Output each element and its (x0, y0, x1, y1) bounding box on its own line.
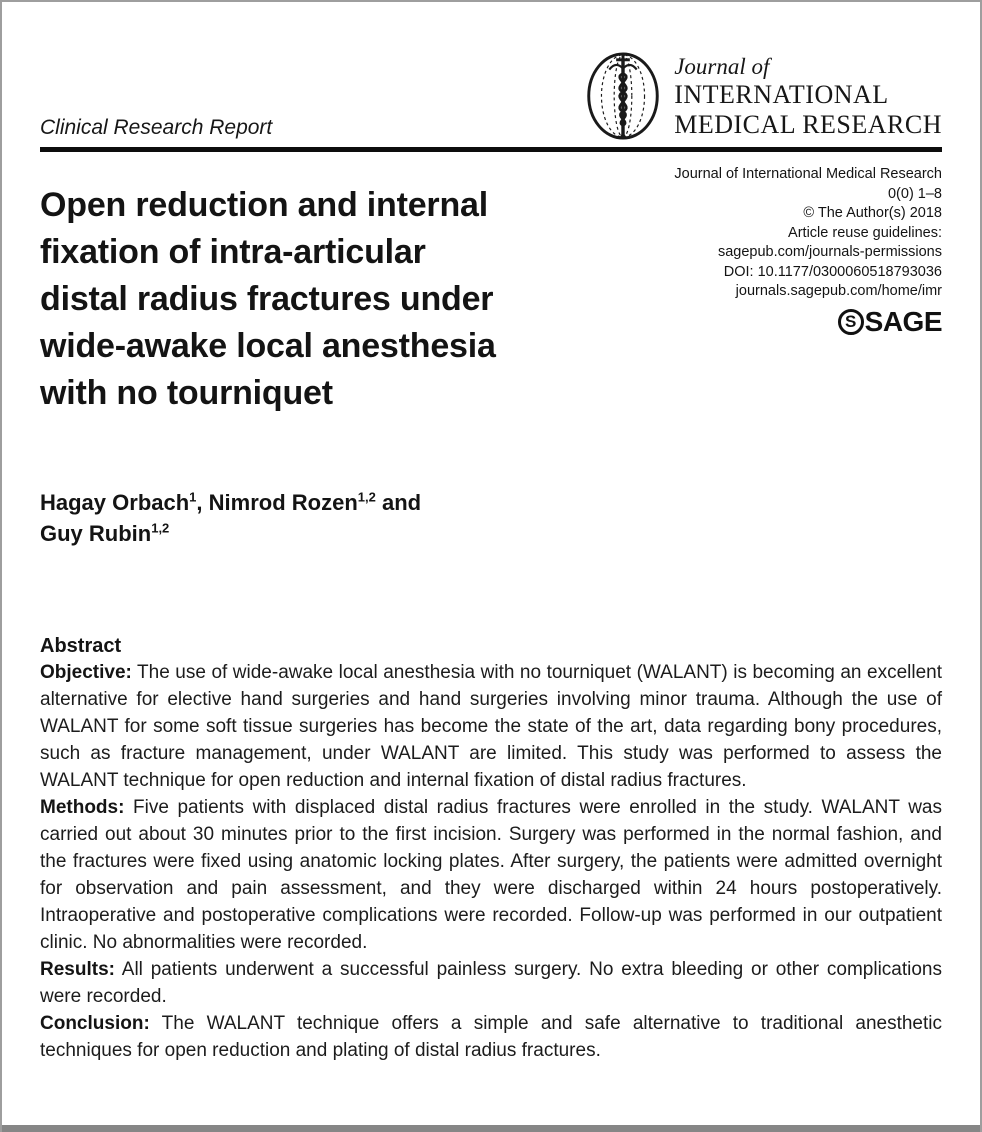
article-title (40, 182, 660, 417)
journal-name-line3: MEDICAL RESEARCH (674, 109, 942, 139)
author-list (40, 487, 942, 549)
journal-name-line1: Journal of (674, 53, 770, 79)
author-affiliation-superscript: 1,2 (151, 520, 170, 536)
author-name: Hagay Orbach (40, 490, 190, 515)
header-divider-rule (40, 147, 942, 152)
sage-logo (582, 305, 942, 337)
journal-name (674, 53, 942, 140)
title-line: fixation of intra-articular (40, 233, 426, 271)
author-separator: , (196, 490, 209, 515)
author-name: Guy Rubin (40, 521, 152, 546)
abstract-label: Conclusion: (40, 1013, 150, 1034)
title-line: with no tourniquet (40, 374, 333, 412)
meta-journal-line: Journal of International Medical Research (674, 166, 942, 182)
abstract-label: Objective: (40, 662, 132, 683)
meta-permissions-url: sagepub.com/journals-permissions (717, 244, 942, 260)
abstract-paragraph-results (40, 956, 942, 1010)
meta-journal-url: journals.sagepub.com/home/imr (735, 283, 942, 299)
sage-wordmark: SAGE (864, 305, 942, 337)
abstract-heading: Abstract (40, 635, 122, 657)
meta-reuse-guidelines: Article reuse guidelines: (788, 224, 942, 241)
abstract-text: The WALANT technique offers a simple and safe alternative to traditional anesthetic techniques for open reduction and plating of distal radius fractures. (40, 1013, 942, 1061)
abstract-paragraph-conclusion (40, 1010, 942, 1064)
abstract-text: The use of wide-awake local anesthesia with no tourniquet (WALANT) is becoming an excellent alternative for elective hand surgeries and hand surgeries involving minor trauma. Although the use of WALANT for some soft tissue surgeries has become the state of the art, data regarding bony procedures, such as fracture management, under WALANT are limited. This study was performed to assess the WALANT technique for open reduction and internal fixation of distal radius fractures. (40, 662, 942, 791)
article-type-kicker: Clinical Research Report (40, 116, 273, 139)
title-line: wide-awake local anesthesia (40, 327, 496, 365)
page-header (40, 50, 942, 142)
journal-logo (582, 50, 942, 142)
abstract-paragraph-methods (40, 794, 942, 956)
sage-circle-s-icon: S (838, 309, 864, 335)
meta-volume-pages: 0(0) 1–8 (887, 185, 942, 202)
meta-doi: DOI: 10.1177/0300060518793036 (723, 263, 942, 280)
title-line: Open reduction and internal (40, 186, 488, 224)
abstract-label: Results: (40, 959, 115, 980)
abstract-label: Methods: (40, 797, 125, 818)
abstract-paragraph-objective (40, 659, 942, 794)
abstract-text: Five patients with displaced distal radius fractures were enrolled in the study. WALANT was carried out about 30 minutes prior to the first incision. Surgery was performed in the normal fashion, and the fractures were fixed using anatomic locking plates. After surgery, the patients were admitted overnight for observation and pain assessment, and they were discharged within 24 hours postoperatively. Intraoperative and postoperative complications were recorded. Follow-up was performed in our outpatient clinic. No abnormalities were recorded. (40, 797, 942, 953)
title-line: distal radius fractures under (40, 280, 494, 318)
author-affiliation-superscript: 1,2 (357, 489, 376, 505)
journal-name-line2: INTERNATIONAL (674, 79, 889, 109)
author-name: Nimrod Rozen (208, 490, 358, 515)
author-affiliation-superscript: 1 (189, 489, 197, 505)
window-bottom-bar (2, 1125, 980, 1132)
citation-metadata (582, 165, 942, 335)
author-separator: and (375, 490, 422, 515)
abstract-section (40, 633, 942, 1064)
caduceus-globe-icon (582, 50, 664, 142)
meta-copyright: © The Author(s) 2018 (803, 205, 942, 221)
abstract-text: All patients underwent a successful painless surgery. No extra bleeding or other complications were recorded. (40, 959, 942, 1007)
